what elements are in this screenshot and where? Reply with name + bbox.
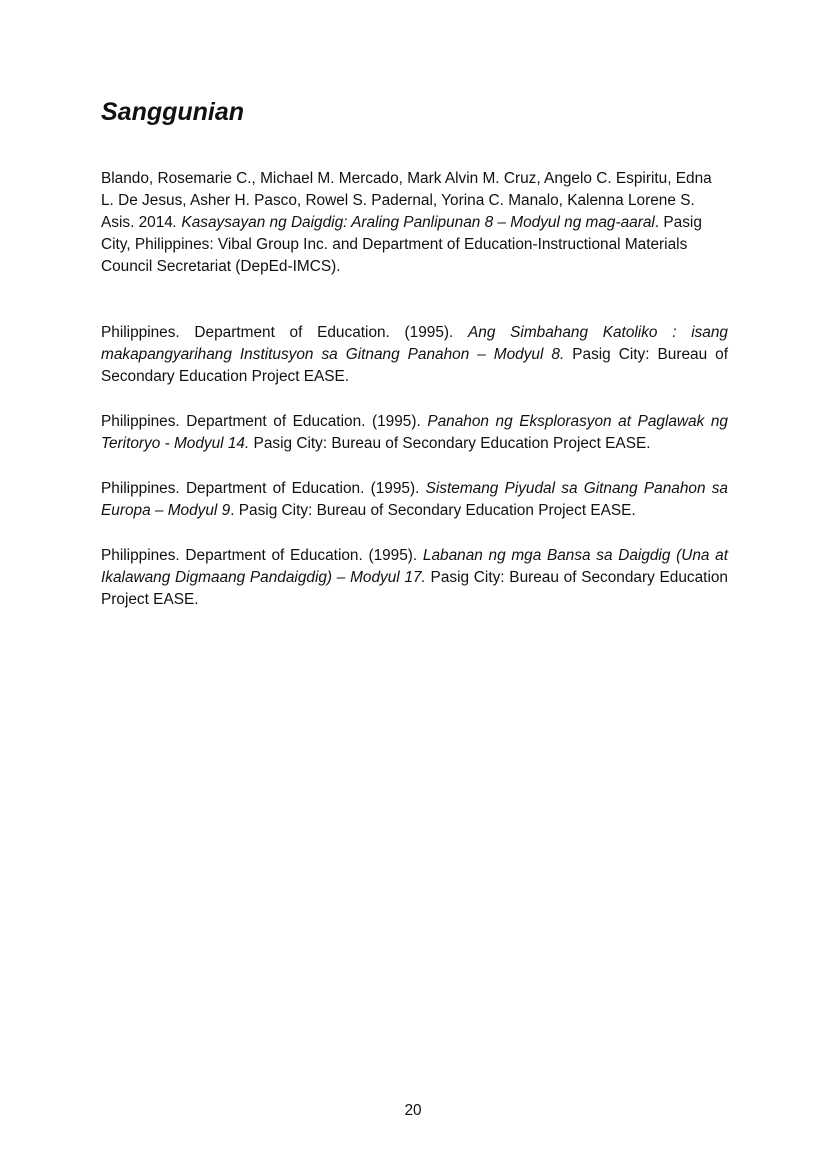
reference-publisher: Pasig City: Bureau of Secondary Education Project EASE. [101,569,728,608]
reference-item [101,322,728,388]
page-number: 20 [404,1102,422,1119]
reference-item [101,411,728,455]
reference-authors: Philippines. Department of Education. (1995). [101,480,426,497]
reference-publisher: Pasig City: Bureau of Secondary Education Project EASE. [101,346,728,385]
reference-authors: Philippines. Department of Education. (1995). [101,324,469,341]
reference-title: Labanan ng mga Bansa sa Daigdig (Una at Ikalawang Digmaang Pandaigdig) – Modyul 17. [101,547,728,586]
reference-list [101,168,728,634]
reference-item [101,168,728,278]
reference-publisher: . Pasig City: Bureau of Secondary Education Project EASE. [230,502,636,519]
reference-authors: Blando, Rosemarie C., Michael M. Mercado, Mark Alvin M. Cruz, Angelo C. Espiritu, Edna L. De Jesus, Asher H. Pasco, Rowel S. Padernal, Yorina C. Manalo, Kalenna Lorene S. Asis. 2014 [101,170,712,231]
reference-title: Ang Simbahang Katoliko : isang makapangyarihang Institusyon sa Gitnang Panahon – Modyul 8. [101,324,728,363]
page-title: Sanggunian [101,98,245,126]
reference-title: Sistemang Piyudal sa Gitnang Panahon sa Europa – Modyul 9 [101,480,728,519]
reference-publisher: Pasig City: Bureau of Secondary Education Project EASE. [249,435,651,452]
reference-title: Panahon ng Eksplorasyon at Paglawak ng Teritoryo - Modyul 14. [101,413,728,452]
reference-authors: Philippines. Department of Education. (1995). [101,547,423,564]
reference-title: . Kasaysayan ng Daigdig: Araling Panlipunan 8 – Modyul ng mag-aaral [172,214,655,231]
reference-item [101,545,728,611]
reference-item [101,478,728,522]
reference-authors: Philippines. Department of Education. (1995). [101,413,428,430]
reference-publisher: . Pasig City, Philippines: Vibal Group Inc. and Department of Education-Instructional Materials Council Secretariat (DepEd-IMCS). [101,214,702,275]
